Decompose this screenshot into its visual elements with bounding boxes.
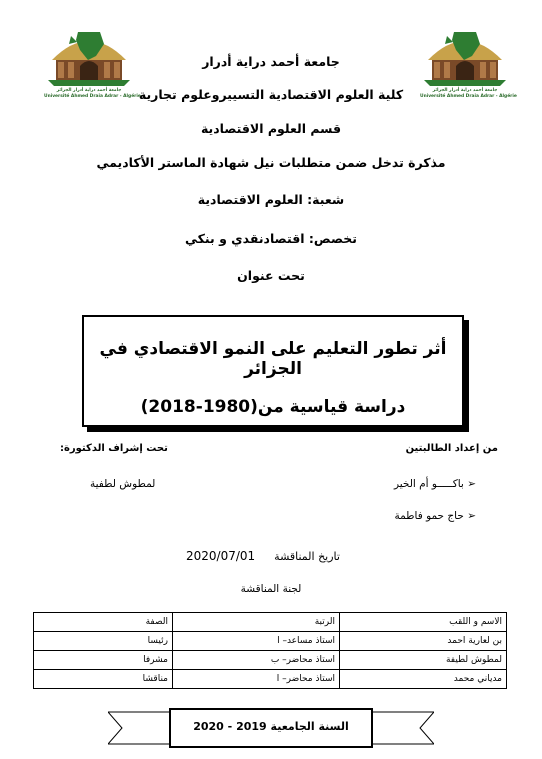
academic-year: السنة الجامعية 2019 - 2020	[193, 720, 349, 733]
faculty-name: كلية العلوم الاقتصادية التسييروعلوم تجارية	[138, 87, 404, 102]
header-role: الصفة	[34, 613, 173, 632]
logo-caption-ar: جامعة أحمد دراية أدرار الجزائر	[432, 88, 498, 93]
member-name: لمطوش لطيفة	[340, 651, 507, 670]
defense-date-label: تاريخ المناقشة	[274, 550, 340, 563]
member-role: رئيسا	[34, 632, 173, 651]
table-row	[34, 651, 507, 670]
logo-caption-fr: Université Ahmed Draia Adrar - Algérie	[44, 94, 141, 99]
arrowhead-bullet-icon: ➢	[463, 478, 476, 490]
member-rank: استاذ مساعد– ا	[173, 632, 340, 651]
specialty-line: تخصص: اقتصادنقدي و بنكي	[185, 231, 357, 246]
supervisor-name: لمطوش لطفية	[90, 478, 156, 490]
branch-line: شعبة: العلوم الاقتصادية	[197, 192, 345, 207]
prepared-by-label: من إعداد الطالبتين	[405, 443, 498, 454]
thesis-title-box	[82, 315, 464, 427]
university-name: جامعة أحمد دراية أدرار	[202, 54, 340, 69]
committee-table	[33, 612, 507, 689]
department-name: قسم العلوم الاقتصادية	[200, 121, 342, 136]
logo-caption-fr: Université Ahmed Draia Adrar - Algérie	[420, 94, 517, 99]
supervisor-label: تحت إشراف الدكتورة:	[60, 443, 168, 454]
table-row	[34, 670, 507, 689]
defense-date-line	[186, 549, 340, 563]
member-rank: استاذ محاضر– ب	[173, 651, 340, 670]
logo-caption-ar: جامعة أحمد دراية أدرار الجزائر	[56, 88, 122, 93]
memo-statement: مذكرة تدخل ضمن متطلبات نيل شهادة الماستر الأكاديمي	[96, 155, 446, 170]
academic-year-ribbon	[108, 706, 434, 750]
header-rank: الرتبة	[173, 613, 340, 632]
student-2	[394, 510, 476, 522]
student-1	[394, 478, 476, 490]
student-name: حاج حمو فاطمة	[394, 510, 464, 522]
student-name: باكـــــو أم الخير	[393, 478, 464, 490]
member-rank: استاذ محاضر– ا	[173, 670, 340, 689]
under-title-label: تحت عنوان	[237, 268, 305, 283]
member-role: مناقشا	[34, 670, 173, 689]
committee-label: لجنة المناقشة	[240, 583, 302, 595]
member-name: مدياني محمد	[340, 670, 507, 689]
thesis-title: أثر تطور التعليم على النمو الاقتصادي في الجزائر	[99, 339, 447, 379]
table-header-row	[34, 613, 507, 632]
member-role: مشرفا	[34, 651, 173, 670]
table-row	[34, 632, 507, 651]
header-name: الاسم و اللقب	[340, 613, 507, 632]
defense-date-value: 2020/07/01	[186, 549, 256, 563]
arrowhead-bullet-icon: ➢	[463, 510, 476, 522]
member-name: بن لعارية احمد	[340, 632, 507, 651]
thesis-subtitle: دراسة قياسية من(1980-2018)	[140, 397, 406, 417]
